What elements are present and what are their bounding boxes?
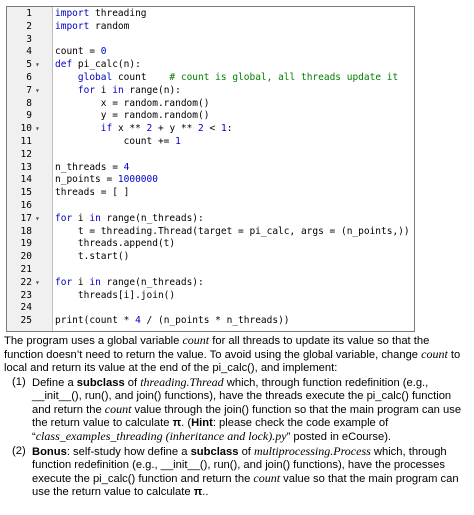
code-text: count += 1 [55, 135, 181, 147]
line-number: 21 [20, 263, 32, 275]
line-number: 23 [20, 289, 32, 301]
code-line [7, 277, 414, 290]
code-line [7, 226, 414, 239]
code-lines [7, 8, 414, 328]
line-number: 16 [20, 199, 32, 211]
code-text: print(count * 4 / (n_points * n_threads)) [55, 315, 290, 327]
code-line [7, 315, 414, 328]
code-line [7, 110, 414, 123]
code-text: y = random.random() [55, 110, 210, 122]
fold-marker-icon[interactable]: ▾ [35, 60, 40, 70]
line-number: 20 [20, 251, 32, 263]
line-number: 24 [20, 302, 32, 314]
line-number: 15 [20, 187, 32, 199]
code-text: import threading [55, 8, 147, 19]
code-line [7, 238, 414, 251]
fold-marker-icon[interactable]: ▾ [35, 124, 40, 134]
line-number: 3 [26, 33, 32, 45]
code-line [7, 290, 414, 303]
code-listing [6, 6, 415, 332]
code-line [7, 34, 414, 47]
code-line [7, 8, 414, 21]
line-number: 13 [20, 161, 32, 173]
line-number: 2 [26, 20, 32, 32]
line-number: 12 [20, 148, 32, 160]
code-text: x = random.random() [55, 97, 210, 109]
task-item-2 [4, 445, 470, 498]
line-number: 6 [26, 71, 32, 83]
assignment-text [4, 334, 470, 499]
code-text: global count # count is global, all threads update it [77, 71, 399, 83]
code-line [7, 21, 414, 34]
code-line [7, 302, 414, 315]
task-item-2-marker: (2) [12, 445, 26, 458]
line-number: 4 [26, 46, 32, 58]
line-number: 14 [20, 174, 32, 186]
line-number: 18 [20, 225, 32, 237]
line-number: 11 [20, 135, 32, 147]
line-number: 9 [26, 110, 32, 122]
code-line [7, 98, 414, 111]
intro-paragraph: The program uses a global variable count for all threads to update its value so that the function doesn’t need to return the value. To avoid using the global variable, change count to local and return its value at the end of the pi_calc(), and implement: [4, 333, 461, 374]
code-line [7, 123, 414, 136]
code-line [7, 136, 414, 149]
code-line [7, 174, 414, 187]
code-text: n_threads = 4 [55, 161, 130, 173]
code-text: for i in range(n_threads): [55, 212, 204, 224]
code-text: import random [55, 20, 130, 32]
line-number: 5 [26, 59, 32, 71]
code-line [7, 251, 414, 264]
line-number: 10 [20, 123, 32, 135]
code-line [7, 200, 414, 213]
line-number: 8 [26, 97, 32, 109]
fold-marker-icon[interactable]: ▾ [35, 277, 40, 287]
code-text: if x ** 2 + y ** 2 < 1: [100, 123, 233, 135]
code-text: n_points = 1000000 [55, 174, 158, 186]
code-text: threads[i].join() [55, 289, 176, 301]
code-text: threads = [ ] [55, 187, 130, 199]
code-text: for i in range(n): [77, 84, 181, 96]
code-text: t.start() [55, 251, 130, 263]
code-line [7, 149, 414, 162]
code-line [7, 85, 414, 98]
task-item-1 [4, 376, 470, 443]
code-line [7, 59, 414, 72]
task-item-2-text: Bonus: self-study how define a subclass of multiprocessing.Process which, through function redefinition (e.g., __init__(), run(), and join() functions), have the processes execute the pi_calc() function and return the count value so that the main program can use the return value to calculate π.. [32, 444, 459, 498]
code-text: for i in range(n_threads): [55, 276, 204, 288]
line-number: 17 [20, 212, 32, 224]
code-line [7, 72, 414, 85]
line-number: 25 [20, 315, 32, 327]
code-text: count = 0 [55, 46, 107, 58]
code-line [7, 46, 414, 59]
fold-marker-icon[interactable]: ▾ [35, 85, 40, 95]
fold-marker-icon[interactable]: ▾ [35, 213, 40, 223]
line-number: 1 [26, 8, 32, 19]
line-number: 7 [26, 84, 32, 96]
code-line [7, 187, 414, 200]
code-line [7, 213, 414, 226]
code-line [7, 264, 414, 277]
code-line [7, 162, 414, 175]
task-item-1-marker: (1) [12, 376, 26, 389]
code-text: def pi_calc(n): [55, 59, 141, 71]
code-text: t = threading.Thread(target = pi_calc, args = (n_points,)) [55, 225, 410, 237]
line-number: 22 [20, 276, 32, 288]
line-number: 19 [20, 238, 32, 250]
code-text: threads.append(t) [55, 238, 176, 250]
task-item-1-text: Define a subclass of threading.Thread which, through function redefinition (e.g., __init__(), run(), and join() functions), have the threads execute the pi_calc() function and return the count value through the join() function so that the main program can use the return value to calculate π. (Hint: please check the code example of “class_examples_threading (inheritance and lock).py” posted in eCourse). [32, 375, 462, 443]
